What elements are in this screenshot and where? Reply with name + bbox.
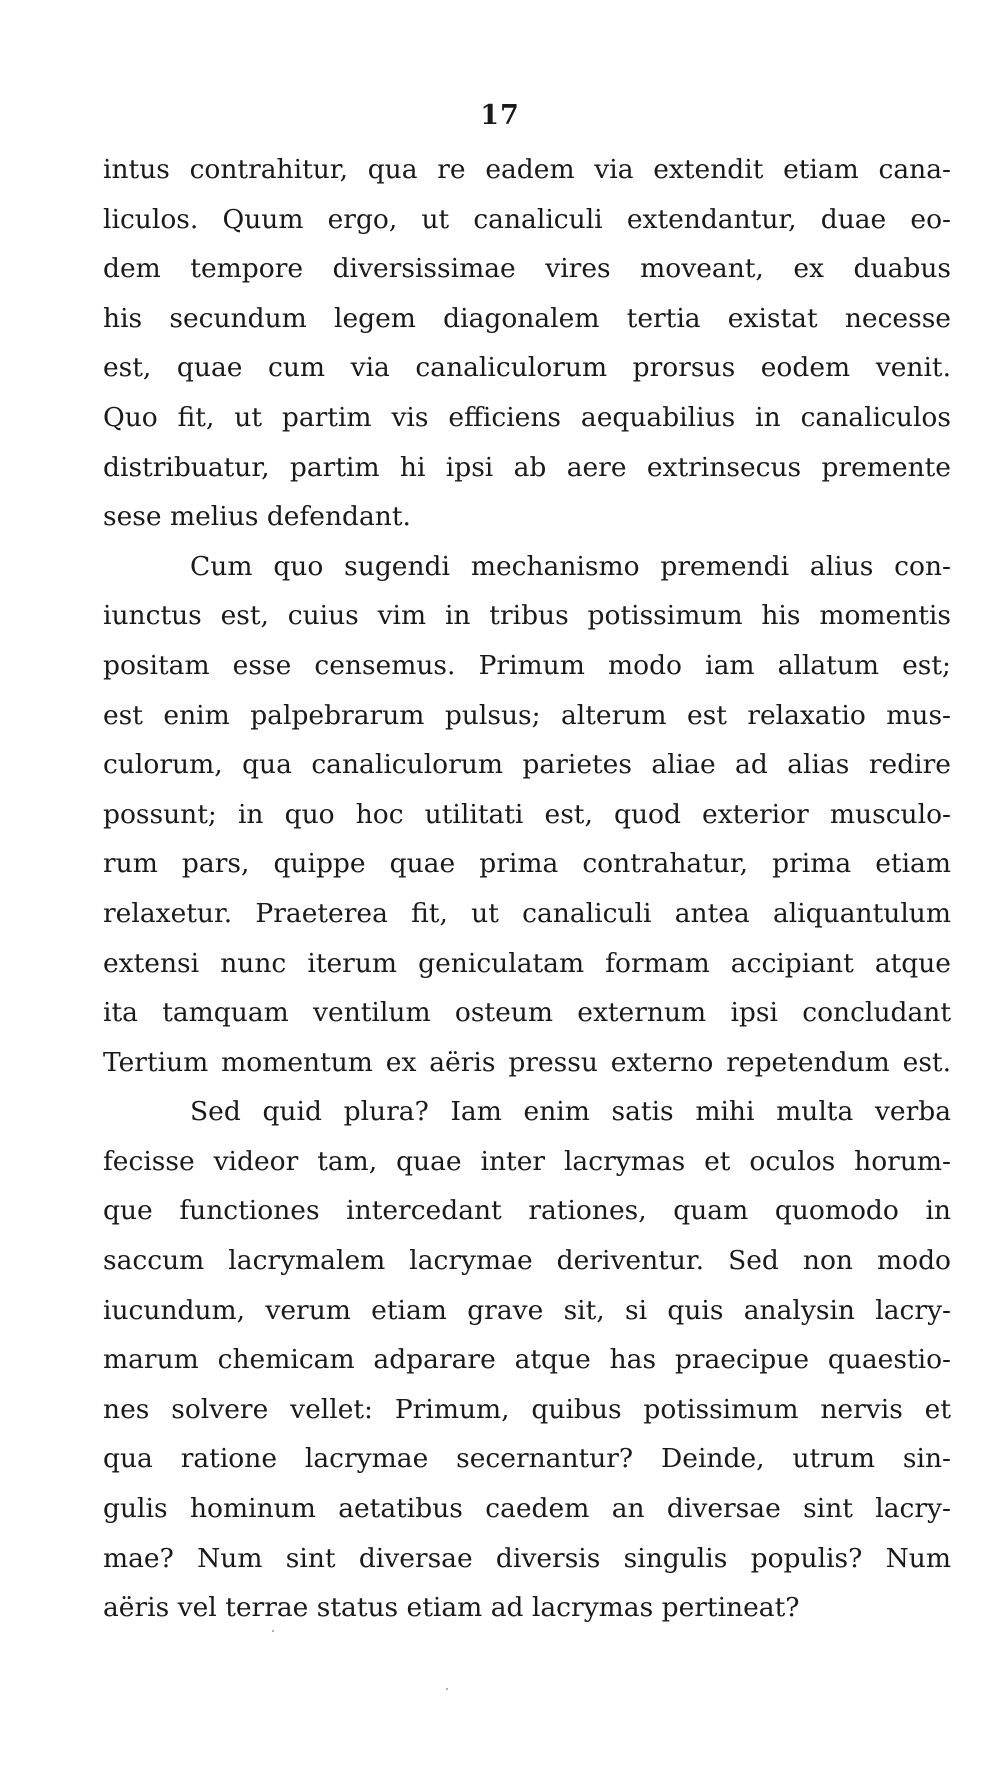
paragraph-start-line: Sed quid plura? Iam enim satis mihi multa verba (190, 1096, 951, 1128)
text-line: Quo fit, ut partim vis efficiens aequabilius in canaliculos (103, 401, 951, 433)
text-line: est enim palpebrarum pulsus; alterum est relaxatio mus- (103, 699, 951, 731)
text-line: relaxetur. Praeterea fit, ut canaliculi antea aliquantulum (103, 897, 951, 929)
text-line: extensi nunc iterum geniculatam formam accipiant atque (103, 947, 951, 979)
text-line: nes solvere vellet: Primum, quibus potissimum nervis et (103, 1393, 951, 1425)
text-line: aëris vel terrae status etiam ad lacrymas pertineat? (103, 1592, 800, 1624)
paper-speck (272, 1630, 274, 1632)
text-line: iucundum, verum etiam grave sit, si quis analysin lacry- (103, 1294, 951, 1326)
text-line: culorum, qua canaliculorum parietes aliae ad alias redire (103, 749, 951, 781)
text-line: ita tamquam ventilum osteum externum ipsi concludant (103, 997, 951, 1029)
text-line: que functiones intercedant rationes, quam quomodo in (103, 1195, 951, 1227)
text-line: gulis hominum aetatibus caedem an diversae sint lacry- (103, 1493, 951, 1525)
text-line: iunctus est, cuius vim in tribus potissimum his momentis (103, 600, 951, 632)
text-line: liculos. Quum ergo, ut canaliculi extendantur, duae eo- (103, 203, 951, 235)
text-line: marum chemicam adparare atque has praecipue quaestio- (103, 1344, 951, 1376)
text-line: intus contrahitur, qua re eadem via extendit etiam cana- (103, 154, 951, 185)
text-line: dem tempore diversissimae vires moveant, ex duabus (103, 253, 951, 285)
text-line: sese melius defendant. (103, 501, 411, 533)
text-line: his secundum legem diagonalem tertia existat necesse (103, 302, 951, 334)
text-line: mae? Num sint diversae diversis singulis populis? Num (103, 1542, 951, 1574)
text-line: fecisse videor tam, quae inter lacrymas et oculos horum- (103, 1145, 951, 1177)
text-line: distribuatur, partim hi ipsi ab aere extrinsecus premente (103, 451, 951, 483)
text-line: est, quae cum via canaliculorum prorsus eodem venit. (103, 352, 951, 384)
text-line: Tertium momentum ex aëris pressu externo repetendum est. (103, 1046, 951, 1078)
paper-speck (446, 1688, 448, 1690)
text-line: rum pars, quippe quae prima contrahatur, prima etiam (103, 848, 951, 880)
body-text (103, 145, 951, 1633)
paragraph-start-line: Cum quo sugendi mechanismo premendi alius con- (190, 550, 951, 582)
page-number: 17 (480, 100, 520, 131)
text-line: positam esse censemus. Primum modo iam allatum est; (103, 649, 951, 681)
text-line: possunt; in quo hoc utilitati est, quod exterior musculo- (103, 798, 951, 830)
text-line: saccum lacrymalem lacrymae deriventur. Sed non modo (103, 1245, 951, 1277)
text-line: qua ratione lacrymae secernantur? Deinde, utrum sin- (103, 1443, 951, 1475)
